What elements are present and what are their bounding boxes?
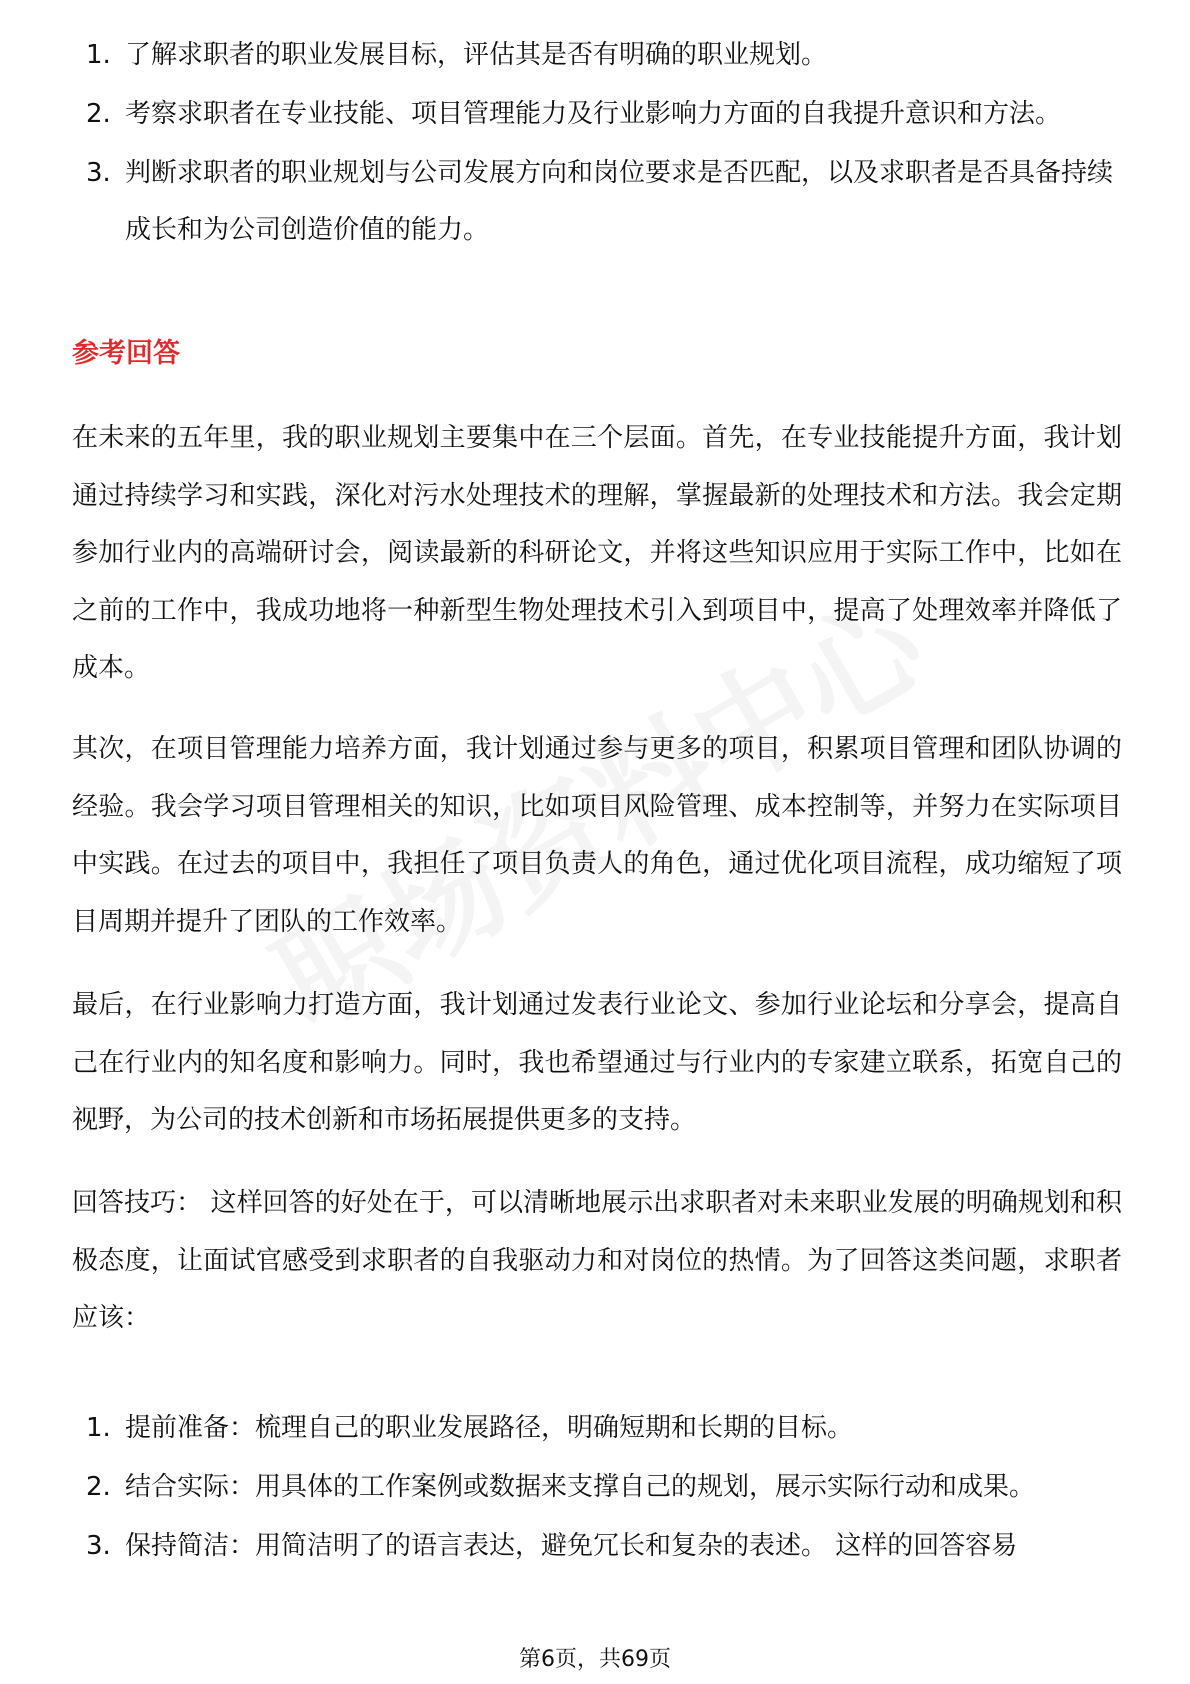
list-number: 3.: [86, 1531, 111, 1561]
answer-paragraph: 在未来的五年里，我的职业规划主要集中在三个层面。首先，在专业技能提升方面，我计划通过持续学习和实践，深化对污水处理技术的理解，掌握最新的处理技术和方法。我会定期参加行业内的高端研讨会，阅读最新的科研论文，并将这些知识应用于实际工作中，比如在之前的工作中，我成功地将一种新型生物处理技术引入到项目中，提高了处理效率并降低了成本。: [72, 423, 1122, 683]
list-item: [72, 1400, 1122, 1457]
list-item: [72, 1459, 1122, 1516]
answer-heading: 参考回答: [72, 338, 180, 369]
list-text: 结合实际：用具体的工作案例或数据来支撑自己的规划，展示实际行动和成果。: [125, 1472, 1036, 1502]
list-text: 了解求职者的职业发展目标，评估其是否有明确的职业规划。: [125, 40, 828, 70]
question-points-list: [72, 27, 1122, 261]
list-item: [72, 1518, 1122, 1575]
list-number: 3.: [86, 158, 111, 188]
page-footer: 第6页，共69页: [519, 1647, 671, 1672]
list-number: 2.: [86, 1472, 111, 1502]
list-item: [72, 27, 1122, 84]
answer-paragraph: 其次，在项目管理能力培养方面，我计划通过参与更多的项目，积累项目管理和团队协调的经验。我会学习项目管理相关的知识，比如项目风险管理、成本控制等，并努力在实际项目中实践。在过去的项目中，我担任了项目负责人的角色，通过优化项目流程，成功缩短了项目周期并提升了团队的工作效率。: [72, 734, 1122, 937]
answer-paragraph: 最后，在行业影响力打造方面，我计划通过发表行业论文、参加行业论坛和分享会，提高自己在行业内的知名度和影响力。同时，我也希望通过与行业内的专家建立联系，拓宽自己的视野，为公司的技术创新和市场拓展提供更多的支持。: [72, 990, 1122, 1135]
list-text: 考察求职者在专业技能、项目管理能力及行业影响力方面的自我提升意识和方法。: [125, 99, 1062, 129]
list-number: 2.: [86, 99, 111, 129]
list-text: 判断求职者的职业规划与公司发展方向和岗位要求是否匹配，以及求职者是否具备持续成长和为公司创造价值的能力。: [125, 158, 1114, 245]
list-number: 1.: [86, 40, 111, 70]
list-item: [72, 145, 1122, 259]
list-text: 提前准备：梳理自己的职业发展路径，明确短期和长期的目标。: [125, 1413, 854, 1443]
tips-points-list: [72, 1400, 1122, 1577]
list-number: 1.: [86, 1413, 111, 1443]
tips-paragraph: 回答技巧： 这样回答的好处在于，可以清晰地展示出求职者对未来职业发展的明确规划和积极态度，让面试官感受到求职者的自我驱动力和对岗位的热情。为了回答这类问题，求职者应该：: [72, 1188, 1122, 1333]
list-text: 保持简洁：用简洁明了的语言表达，避免冗长和复杂的表述。 这样的回答容易: [125, 1531, 1018, 1561]
list-item: [72, 86, 1122, 143]
